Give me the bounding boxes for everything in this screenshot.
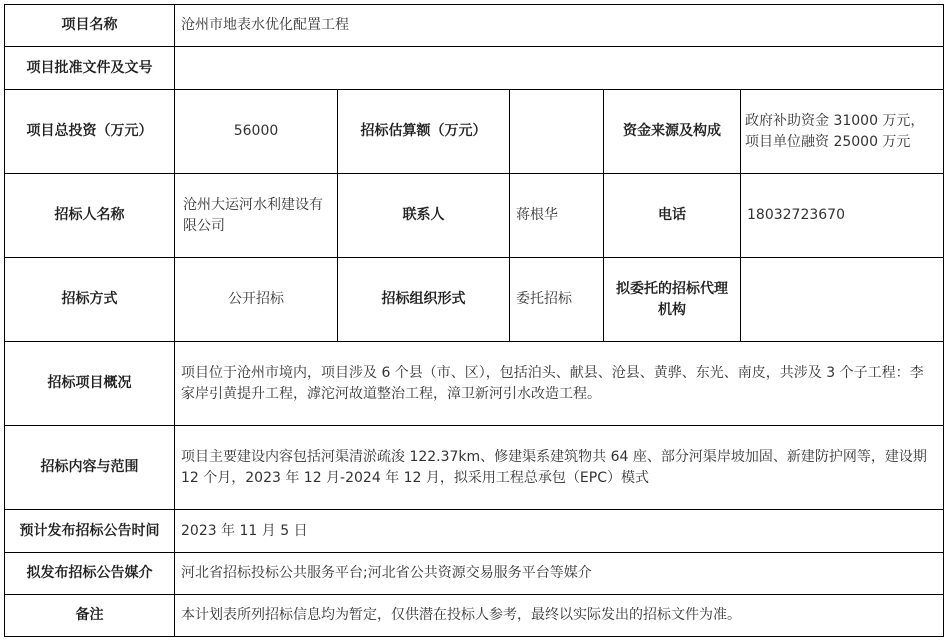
overview-label: 招标项目概况 bbox=[5, 342, 175, 426]
contact-label: 联系人 bbox=[338, 174, 510, 258]
project-name-value: 沧州市地表水优化配置工程 bbox=[175, 5, 944, 47]
row-publish-time bbox=[5, 510, 944, 553]
remarks-value: 本计划表所列招标信息均为暂定，仅供潜在投标人参考，最终以实际发出的招标文件为准。 bbox=[175, 595, 944, 637]
tender-plan-table bbox=[4, 4, 944, 637]
row-scope bbox=[5, 426, 944, 510]
fund-source-value bbox=[741, 90, 944, 174]
project-name-label: 项目名称 bbox=[5, 5, 175, 47]
row-media bbox=[5, 553, 944, 595]
row-investment bbox=[5, 90, 944, 174]
method-label: 招标方式 bbox=[5, 258, 175, 342]
overview-value: 项目位于沧州市境内，项目涉及 6 个县（市、区），包括泊头、献县、沧县、黄骅、东光、南皮，共涉及 3 个子工程：李家岸引黄提升工程，滹沱河故道整治工程，漳卫新河引水改造工程。 bbox=[175, 342, 944, 426]
fund-source-line-2: 项目单位融资 25000 万元 bbox=[745, 133, 911, 150]
phone-value: 18032723670 bbox=[741, 174, 944, 258]
row-remarks bbox=[5, 595, 944, 637]
phone-label: 电话 bbox=[604, 174, 741, 258]
row-approval-doc bbox=[5, 47, 944, 90]
row-tenderer bbox=[5, 174, 944, 258]
agent-value bbox=[741, 258, 944, 342]
method-value: 公开招标 bbox=[175, 258, 338, 342]
tenderer-value: 沧州大运河水利建设有限公司 bbox=[175, 174, 338, 258]
org-form-value: 委托招标 bbox=[510, 258, 604, 342]
investment-value: 56000 bbox=[175, 90, 338, 174]
agent-label: 拟委托的招标代理机构 bbox=[604, 258, 741, 342]
fund-source-label: 资金来源及构成 bbox=[604, 90, 741, 174]
publish-time-value: 2023 年 11 月 5 日 bbox=[175, 510, 944, 553]
bid-estimate-label: 招标估算额（万元） bbox=[338, 90, 510, 174]
tenderer-label: 招标人名称 bbox=[5, 174, 175, 258]
bid-estimate-value bbox=[510, 90, 604, 174]
row-method bbox=[5, 258, 944, 342]
media-value: 河北省招标投标公共服务平台;河北省公共资源交易服务平台等媒介 bbox=[175, 553, 944, 595]
approval-doc-label: 项目批准文件及文号 bbox=[5, 47, 175, 90]
publish-time-label: 预计发布招标公告时间 bbox=[5, 510, 175, 553]
row-project-name bbox=[5, 5, 944, 47]
row-overview bbox=[5, 342, 944, 426]
remarks-label: 备注 bbox=[5, 595, 175, 637]
scope-value: 项目主要建设内容包括河渠清淤疏浚 122.37km、修建渠系建筑物共 64 座、部分河渠岸坡加固、新建防护网等，建设期 12 个月，2023 年 12 月-2024 年 12 月，拟采用工程总承包（EPC）模式 bbox=[175, 426, 944, 510]
investment-label: 项目总投资（万元） bbox=[5, 90, 175, 174]
fund-source-line-1: 政府补助资金 31000 万元， bbox=[745, 112, 925, 129]
approval-doc-value bbox=[175, 47, 944, 90]
org-form-label: 招标组织形式 bbox=[338, 258, 510, 342]
contact-value: 蒋根华 bbox=[510, 174, 604, 258]
scope-label: 招标内容与范围 bbox=[5, 426, 175, 510]
media-label: 拟发布招标公告媒介 bbox=[5, 553, 175, 595]
